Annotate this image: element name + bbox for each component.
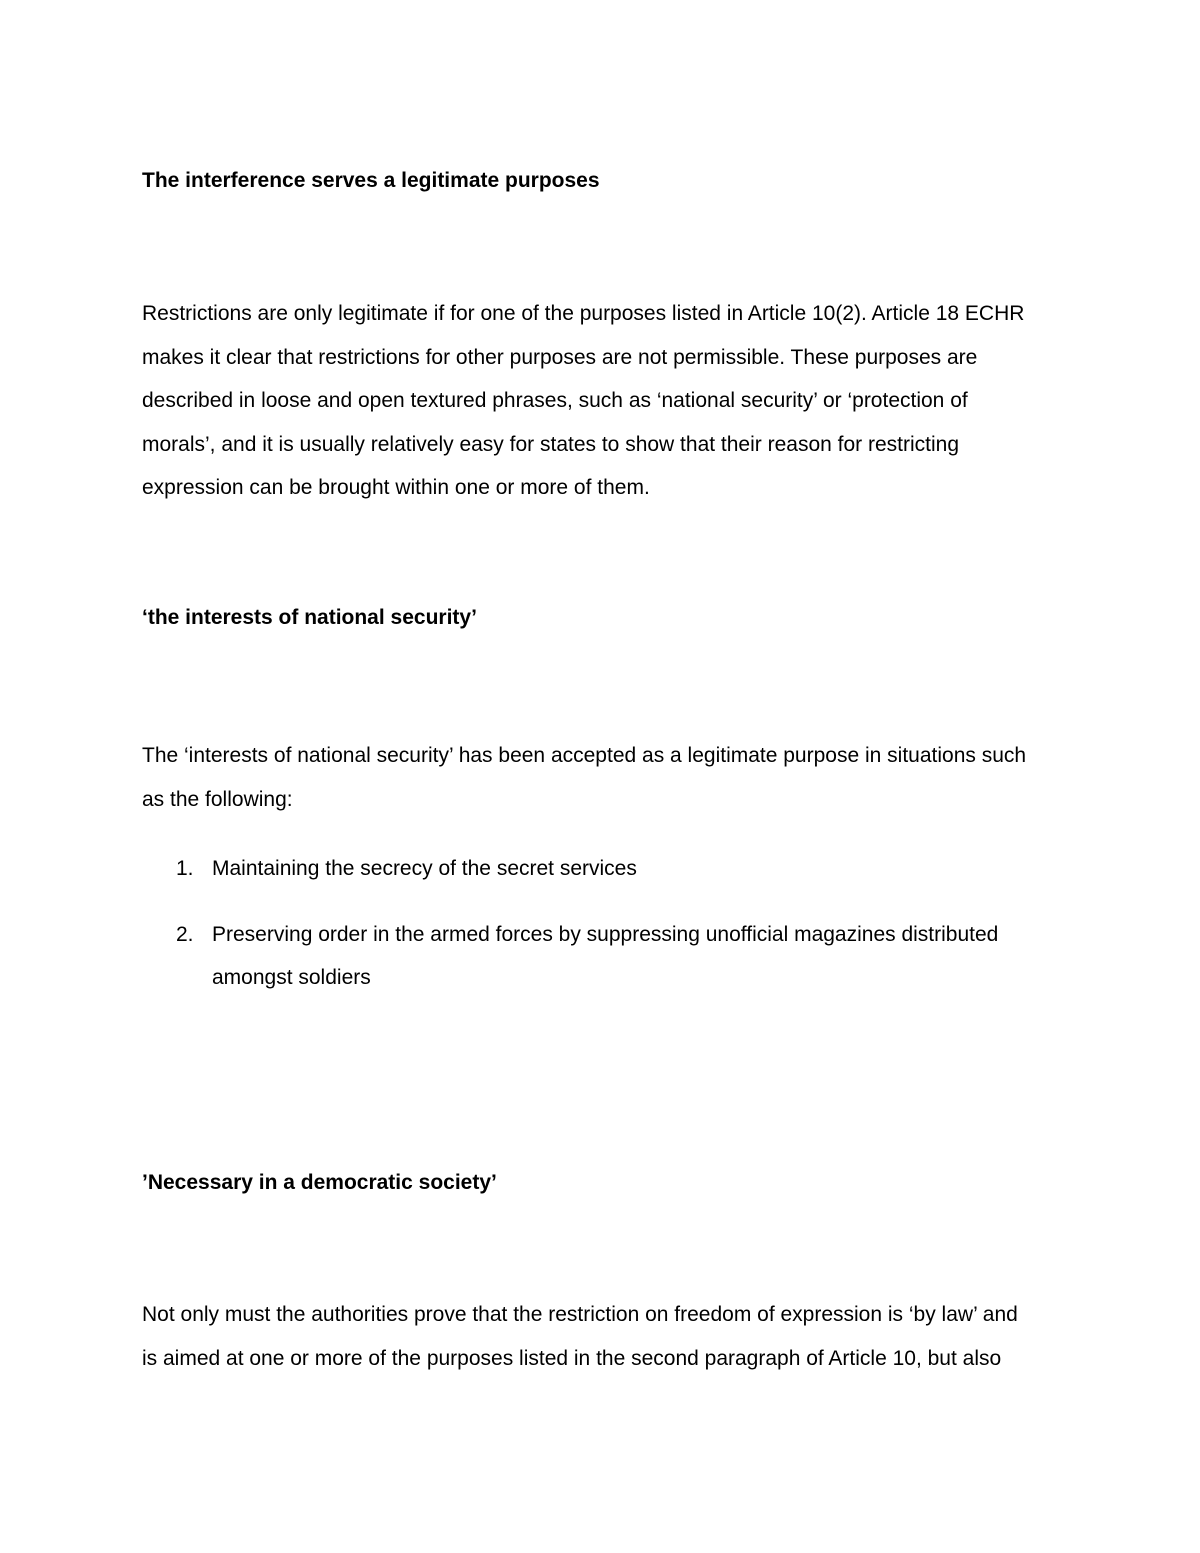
list-item-text: Preserving order in the armed forces by suppressing unofficial magazines distributed [212,922,999,946]
paragraph-necessary [142,1293,1072,1380]
paragraph-line: makes it clear that restrictions for other purposes are not permissible. These purposes are [142,345,978,369]
paragraph-line: as the following: [142,787,293,811]
paragraph-line: Not only must the authorities prove that the restriction on freedom of expression is ‘by law’ and [142,1303,1018,1326]
list-item-number: 1. [176,857,194,880]
list-item [142,913,1072,1000]
paragraph-restrictions [142,292,1072,510]
national-security-list [142,847,1072,1022]
paragraph-line: Restrictions are only legitimate if for one of the purposes listed in Article 10(2). Article 18 ECHR [142,302,1025,325]
list-item-text: amongst soldiers [212,966,371,989]
section-heading-legitimate-purposes: The interference serves a legitimate purposes [142,169,600,192]
paragraph-line: described in loose and open textured phrases, such as ‘national security’ or ‘protection of [142,389,968,412]
paragraph-line: The ‘interests of national security’ has been accepted as a legitimate purpose in situations such [142,744,1027,767]
paragraph-line: expression can be brought within one or more of them. [142,476,650,499]
list-item-number: 2. [176,922,194,946]
paragraph-line: is aimed at one or more of the purposes listed in the second paragraph of Article 10, but also [142,1346,1002,1370]
list-item [142,847,1072,891]
list-item-text: Maintaining the secrecy of the secret services [212,857,637,880]
paragraph-national-security [142,734,1072,821]
paragraph-line: morals’, and it is usually relatively easy for states to show that their reason for restricting [142,432,960,456]
section-heading-national-security: ‘the interests of national security’ [142,606,477,629]
section-heading-necessary-democratic-society: ’Necessary in a democratic society’ [142,1171,497,1194]
